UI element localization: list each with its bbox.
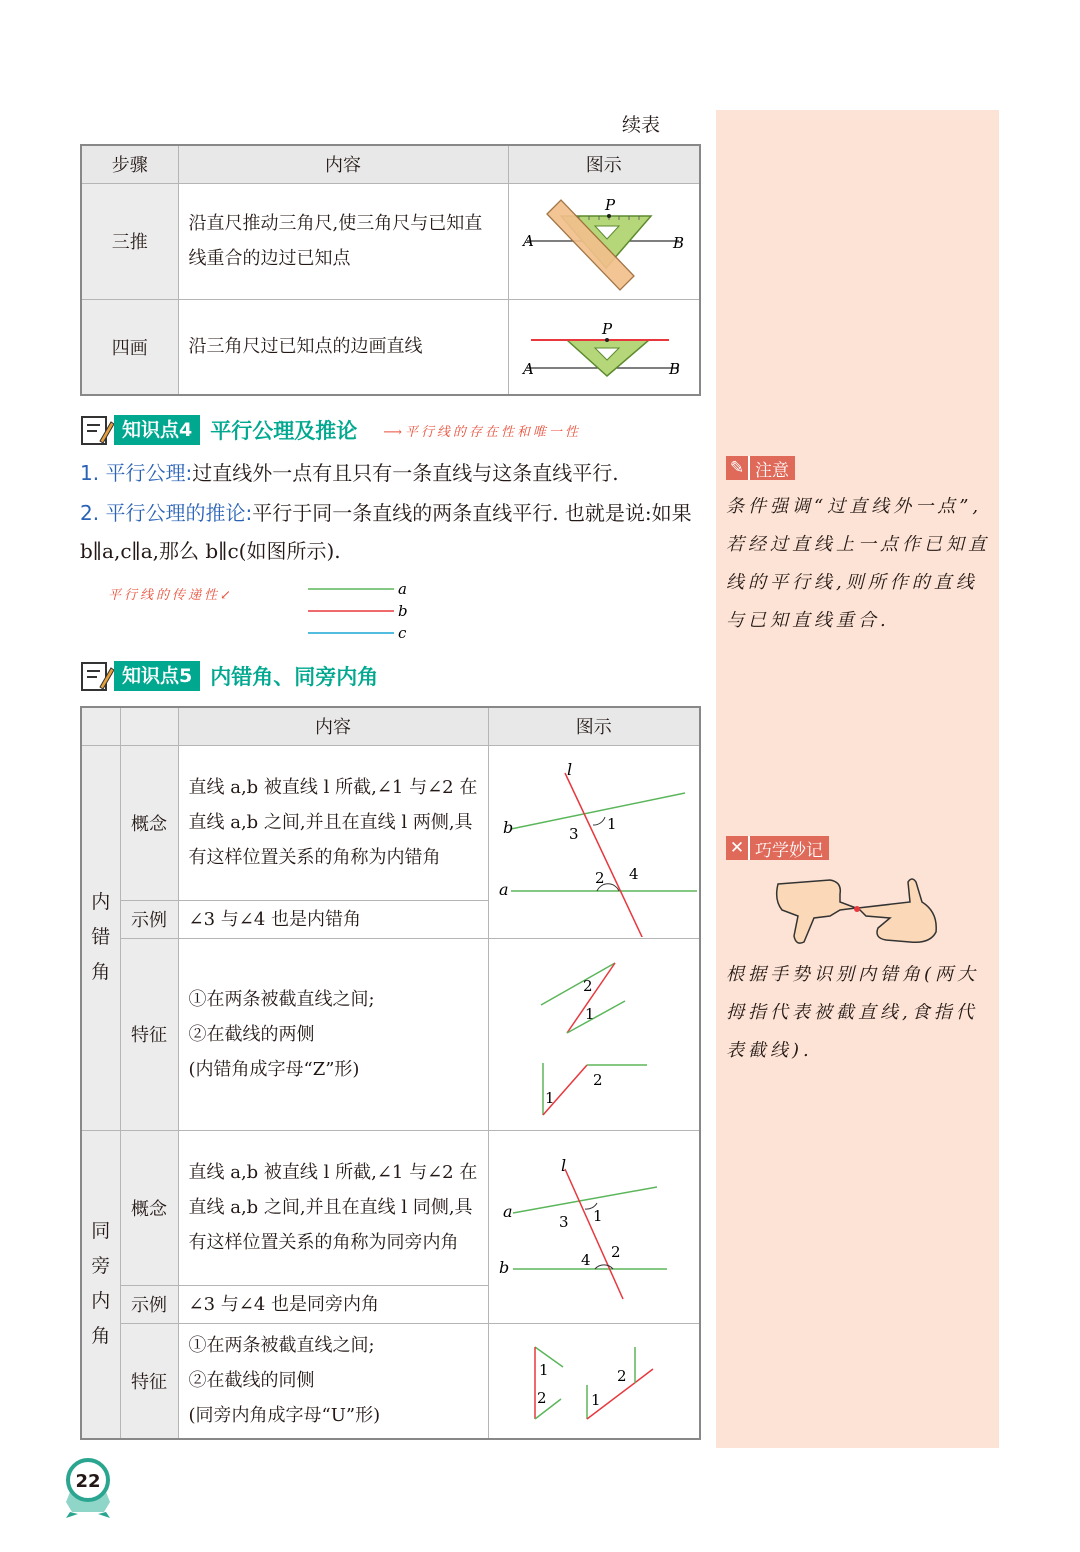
kp4-note: ⟶平行线的存在性和唯一性 [383, 424, 581, 440]
notebook-icon [80, 660, 114, 692]
g1-feature-figure [488, 938, 700, 1130]
g2-feature-label: 特征 [120, 1323, 178, 1439]
svg-text:2: 2 [616, 1366, 627, 1385]
svg-text:l: l [566, 759, 572, 779]
step-4-figure [508, 299, 700, 395]
header-figure: 图示 [508, 145, 700, 183]
header-content: 内容 [178, 145, 508, 183]
note-tag: ✎ 注意 [726, 456, 795, 480]
corollary-label: 平行公理的推论: [105, 501, 253, 525]
svg-text:b: b [502, 817, 513, 837]
cross-icon: ✕ [726, 836, 750, 860]
parallel-axiom-text: 过直线外一点有且只有一条直线与这条直线平行. [192, 461, 619, 485]
notebook-icon [80, 414, 114, 446]
page-number-badge [62, 1456, 114, 1518]
svg-text:2: 2 [536, 1388, 547, 1407]
g1-concept-figure [488, 745, 700, 938]
kp4-title: 平行公理及推论 [210, 419, 358, 443]
kp5-heading [80, 660, 378, 692]
line-b-label: b [398, 602, 408, 620]
g1-example-label: 示例 [120, 900, 178, 938]
svg-text:2: 2 [592, 1071, 603, 1089]
g1-example: ∠3 与∠4 也是内错角 [178, 900, 488, 938]
g1-feature: ①在两条被截直线之间; ②在截线的两侧 (内错角成字母“Z”形) [178, 938, 488, 1130]
g2-feature-figure [488, 1323, 700, 1439]
angles-table [80, 706, 701, 1440]
step-4-content: 沿三角尺过已知点的边画直线 [178, 299, 508, 395]
g2-concept-label: 概念 [120, 1130, 178, 1285]
svg-text:1: 1 [590, 1390, 601, 1409]
svg-text:4: 4 [628, 864, 639, 883]
header-figure2: 图示 [488, 707, 700, 745]
fig-label-a2: A [522, 359, 534, 378]
svg-text:1: 1 [538, 1360, 549, 1379]
step-3-figure [508, 183, 700, 299]
tip-tag: ✕ 巧学妙记 [726, 836, 829, 860]
svg-text:2: 2 [582, 977, 593, 995]
fig-label-p: P [604, 196, 615, 214]
sidebar-panel [716, 110, 999, 1448]
group-alternate-angles: 内错角 [81, 745, 120, 1130]
pencil-icon: ✎ [726, 456, 750, 480]
kp4-item2: 2. 平行公理的推论:平行于同一条直线的两条直线平行. 也就是说:如果 b∥a,c∥a,那么 b∥c(如图所示). [80, 501, 692, 563]
tip-text: 根据手势识别内错角(两大拇指代表被截直线,食指代表截线). [726, 964, 980, 1061]
group-same-side-angles: 同旁内角 [81, 1130, 120, 1439]
svg-text:a: a [498, 879, 509, 899]
line-a-label: a [398, 580, 407, 598]
kp5-badge: 知识点5 [114, 661, 200, 691]
svg-text:3: 3 [568, 824, 579, 843]
parallel-lines-figure [300, 578, 420, 642]
g2-concept-figure [488, 1130, 700, 1323]
svg-text:b: b [498, 1257, 509, 1277]
g2-example: ∠3 与∠4 也是同旁内角 [178, 1285, 488, 1323]
g2-feature: ①在两条被截直线之间; ②在截线的同侧 (同旁内角成字母“U”形) [178, 1323, 488, 1439]
steps-table [80, 144, 701, 396]
svg-text:1: 1 [606, 814, 617, 833]
hand-gesture-icon [770, 872, 942, 950]
g2-example-label: 示例 [120, 1285, 178, 1323]
svg-text:1: 1 [584, 1005, 595, 1023]
svg-text:1: 1 [544, 1089, 555, 1107]
note-text: 条件强调“过直线外一点”,若经过直线上一点作已知直线的平行线,则所作的直线与已知直线重合. [726, 496, 990, 631]
svg-text:2: 2 [594, 868, 605, 887]
fig-label-b2: B [668, 359, 680, 378]
step-3-content: 沿直尺推动三角尺,使三角尺与已知直线重合的边过已知点 [178, 183, 508, 299]
svg-text:a: a [502, 1201, 513, 1221]
g2-concept: 直线 a,b 被直线 l 所截,∠1 与∠2 在直线 a,b 之间,并且在直线 l 同侧,具有这样位置关系的角称为同旁内角 [178, 1130, 488, 1285]
svg-text:1: 1 [592, 1206, 603, 1225]
header-content2: 内容 [178, 707, 488, 745]
continued-label: 续表 [622, 114, 661, 136]
g1-concept: 直线 a,b 被直线 l 所截,∠1 与∠2 在直线 a,b 之间,并且在直线 l 两侧,具有这样位置关系的角称为内错角 [178, 745, 488, 900]
svg-text:l: l [560, 1155, 566, 1175]
step-3: 三推 [81, 183, 178, 299]
page-number: 22 [75, 1471, 101, 1492]
kp4-item1: 1. 平行公理:过直线外一点有且只有一条直线与这条直线平行. [80, 461, 619, 485]
svg-text:4: 4 [580, 1250, 591, 1269]
line-c-label: c [398, 624, 407, 642]
parallel-axiom-label: 平行公理: [105, 461, 193, 485]
corollary-text: 平行于同一条直线的两条直线平行. 也就是说:如果 b∥a,c∥a,那么 b∥c(如图所示). [80, 501, 692, 563]
kp4-note2: 平行线的传递性↙ [108, 588, 234, 603]
g1-concept-label: 概念 [120, 745, 178, 900]
kp4-heading [80, 414, 581, 446]
fig-label-p2: P [601, 319, 612, 338]
fig-label-a: A [522, 232, 534, 250]
g1-feature-label: 特征 [120, 938, 178, 1130]
step-4: 四画 [81, 299, 178, 395]
svg-text:2: 2 [610, 1242, 621, 1261]
svg-text:3: 3 [558, 1212, 569, 1231]
kp4-badge: 知识点4 [114, 415, 200, 445]
fig-label-b: B [672, 234, 684, 252]
header-step: 步骤 [81, 145, 178, 183]
kp5-title: 内错角、同旁内角 [210, 665, 379, 689]
